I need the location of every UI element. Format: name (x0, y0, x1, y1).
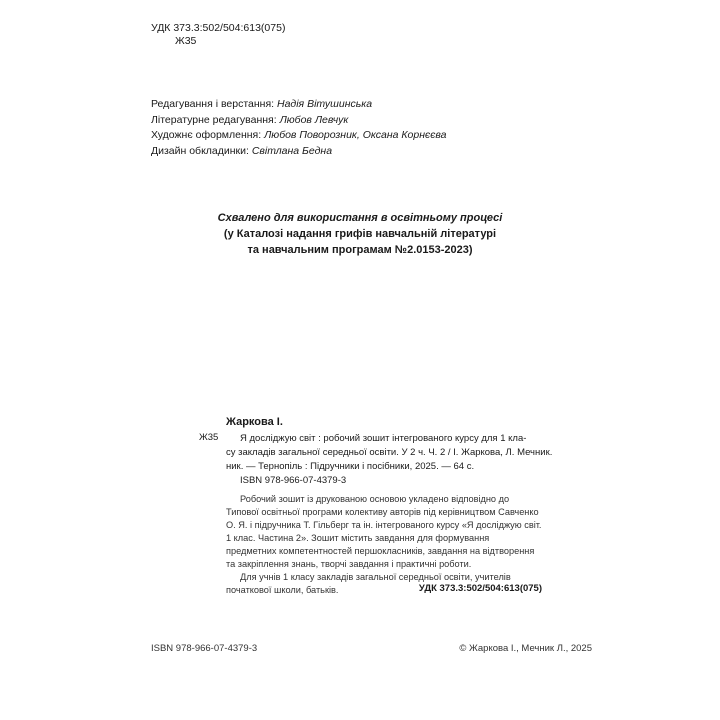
author-mark: Ж35 (175, 35, 197, 47)
catalog-udc: УДК 373.3:502/504:613(075) (418, 583, 542, 594)
catalog-line: ник. — Тернопіль : Підручники і посібники, 2025. — 64 с. (226, 461, 475, 472)
catalog-isbn: ISBN 978-966-07-4379-3 (240, 475, 347, 486)
credit-line-editing: Редагування і верстання: Надія Вітушинська (151, 98, 373, 110)
credit-line-literary-editing: Літературне редагування: Любов Левчук (151, 113, 349, 126)
approval-program-line: та навчальним програмам №2.0153-2023) (247, 244, 473, 256)
approval-notice (0, 210, 720, 258)
approval-catalog-line: (у Каталозі надання грифів навчальній літературі (223, 228, 497, 240)
footer-copyright: © Жаркова І., Мечник Л., 2025 (459, 643, 592, 654)
footer-isbn: ISBN 978-966-07-4379-3 (151, 643, 258, 654)
annotation-audience: Для учнів 1 класу закладів загальної середньої освіти, учителів початкової школи, батьків. (226, 572, 511, 595)
annotation-paragraph: Робочий зошит із друкованою основою укладено відповідно до Типової освітньої програми колективу авторів під керівництвом Савченко О. Я. і підручника Т. Гільберг та ін. інтегрованого курсу «Я досліджую світ. 1 клас. Частина 2». Зошит містить завдання для формування предметних компетентностей першокласників, завдання на відтворення та закріплення знань, творчі завдання і практичні роботи. (226, 494, 542, 569)
catalog-line: су закладів загальної середньої освіти. У 2 ч. Ч. 2 / І. Жаркова, Л. Мечник. (226, 447, 553, 458)
udc-code: УДК 373.3:502/504:613(075) (151, 22, 286, 34)
annotation (226, 493, 542, 597)
credits-block (151, 97, 447, 159)
udc-header (151, 22, 285, 48)
catalog-author: Жаркова І. (226, 416, 283, 428)
catalog-author-mark: Ж35 (199, 432, 219, 443)
catalog-line: Я досліджую світ : робочий зошит інтегрованого курсу для 1 кла- (240, 433, 527, 444)
credit-line-cover-design: Дизайн обкладинки: Світлана Бедна (151, 144, 333, 157)
catalog-description (226, 432, 552, 488)
approval-title: Схвалено для використання в освітньому процесі (217, 212, 503, 224)
credit-line-art-design: Художнє оформлення: Любов Поворозник, Оксана Корнєєва (151, 129, 447, 141)
